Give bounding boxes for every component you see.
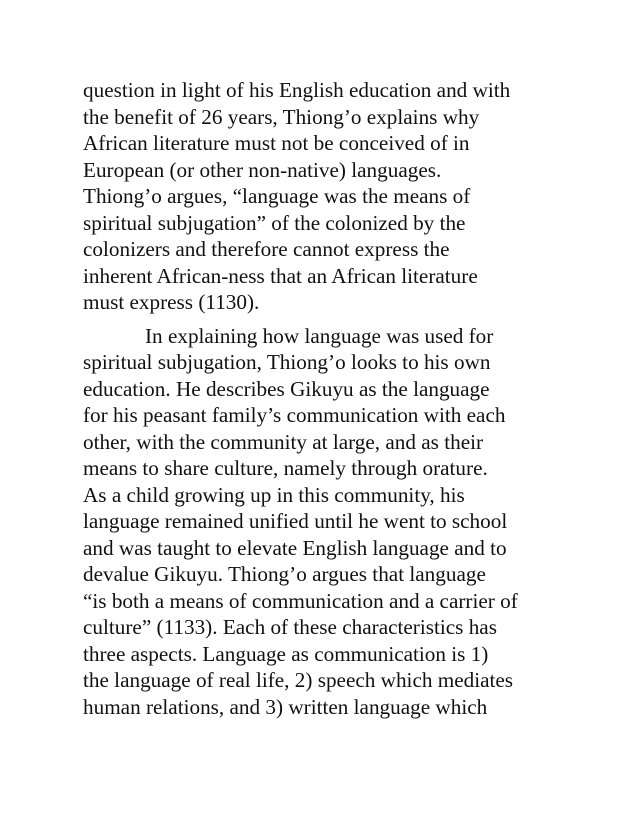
paragraph-2 xyxy=(83,323,563,721)
text-line: means to share culture, namely through orature. xyxy=(83,456,488,480)
text-line: culture” (1133). Each of these characteristics has xyxy=(83,615,497,639)
text-line: must express (1130). xyxy=(83,290,260,314)
text-line-indented: In explaining how language was used for xyxy=(145,323,494,348)
text-line: human relations, and 3) written language which xyxy=(83,694,488,719)
text-line: education. He describes Gikuyu as the language xyxy=(83,376,490,401)
text-line: devalue Gikuyu. Thiong’o argues that language xyxy=(83,562,486,586)
text-line: spiritual subjugation, Thiong’o looks to his own xyxy=(83,350,491,374)
text-line: “is both a means of communication and a carrier of xyxy=(83,588,518,613)
text-line: European (or other non-native) languages. xyxy=(83,157,442,182)
text-line: three aspects. Language as communication is 1) xyxy=(83,641,489,666)
text-line: As a child growing up in this community, his xyxy=(83,482,465,507)
text-line: African literature must not be conceived of in xyxy=(83,131,470,155)
paragraph-1 xyxy=(83,77,563,316)
text-line: colonizers and therefore cannot express the xyxy=(83,237,450,261)
text-line: inherent African-ness that an African literature xyxy=(83,263,478,288)
text-line: other, with the community at large, and as their xyxy=(83,429,484,454)
text-line: and was taught to elevate English language and to xyxy=(83,535,507,560)
text-line: the language of real life, 2) speech which mediates xyxy=(83,668,514,692)
text-line: question in light of his English education and with xyxy=(83,78,511,102)
paragraph-spacer xyxy=(83,316,563,323)
body-text xyxy=(83,77,563,720)
text-line: spiritual subjugation” of the colonized by the xyxy=(83,210,466,235)
text-line: language remained unified until he went to school xyxy=(83,509,508,533)
text-line: for his peasant family’s communication with each xyxy=(83,403,506,427)
text-line: Thiong’o argues, “language was the means of xyxy=(83,184,471,208)
text-line: the benefit of 26 years, Thiong’o explains why xyxy=(83,104,480,129)
